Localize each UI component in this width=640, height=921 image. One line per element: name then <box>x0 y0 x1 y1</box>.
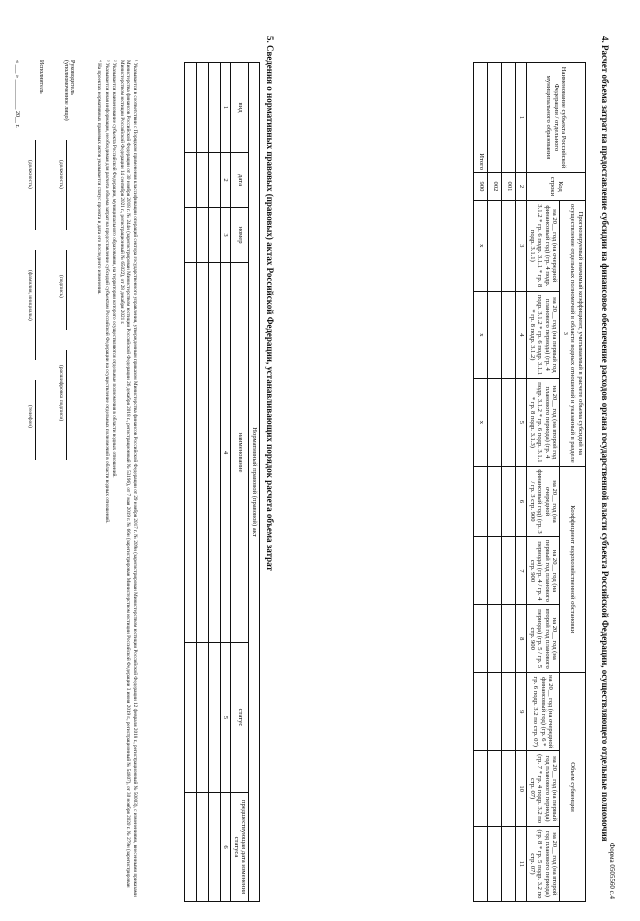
table-row <box>184 63 196 902</box>
col-number: 4 <box>516 291 527 379</box>
total-x: x <box>474 291 488 379</box>
sub-header: на 20__ год (на очередной финансовый год) (гр. 6 * гр. 6 подр. 3.2 по стр. 07) <box>526 673 559 751</box>
table-row <box>196 63 208 902</box>
col-number: 1 <box>516 63 527 173</box>
col-code-header: Код строки <box>526 173 585 201</box>
col-number: 5 <box>516 379 527 466</box>
sub-header: на 20__ год (на очередной финансовый год) (гр. 4 подр. 3.1.2 * гр. 6 подр. 3.1.1 * гр. 8 подр. 3.1.1) <box>526 201 559 292</box>
col-date-header: дата <box>231 153 249 208</box>
sub-header: на 20__ год (на второй год планового периода) (гр. 4 подр. 3.1.2 * гр. 6 подр. 3.1.1 * гр. 8 подр. 3.1.3) <box>526 379 559 466</box>
column-numbers-row <box>220 63 231 902</box>
col-number: 2 <box>516 173 527 201</box>
position-line <box>66 140 74 230</box>
col-kind-header: вид <box>231 63 249 153</box>
col-number: 6 <box>220 793 231 902</box>
total-label: Итого <box>474 63 488 173</box>
costs-table <box>473 62 586 902</box>
total-x: x <box>474 201 488 292</box>
col-number: 4 <box>220 263 231 643</box>
exec-name-line <box>35 250 43 360</box>
section-4-heading: 4. Расчет объема затрат на предоставление субсидии на финансовое обеспечение расходов органа государственной власти субъекта Российской Федерации, осуществляющего отдельные полномочия <box>600 36 610 842</box>
col-number: 9 <box>516 673 527 751</box>
total-x: x <box>474 379 488 466</box>
col-number-header: номер <box>231 208 249 263</box>
table-row <box>208 63 220 902</box>
group-budget-header: Коэффициент водохозяйственной обстановки <box>560 466 586 672</box>
row-code: 001 <box>502 173 516 201</box>
col-number: 3 <box>516 201 527 292</box>
col-number: 10 <box>516 751 527 826</box>
row-name <box>502 63 516 173</box>
phone-caption: (телефон) <box>27 405 33 429</box>
sub-header: на 20__ год (на первый год планового периода) (гр. 4 подр. 3.1.2 * гр. 6 подр. 3.1.1 * гр. 8 подр. 3.1.2) <box>526 291 559 379</box>
total-row <box>474 63 488 902</box>
sub-header: на 20__ год (на первый год планового периода) (гр. 7 * гр. 4 подр. 3.2 по стр. 07) <box>526 751 559 826</box>
sub-header: на 20__ год (на второй год планового периода) (гр. 5 / гр. 5 стр. 900 <box>526 605 559 673</box>
footnote: ¹ Указывается в соответствии с Порядком применения классификации операций сектора государственного управления, утвержденным приказом Министерства финансов Российской Федерации от 29 ноября 2017 г. № 209н (зарегистрирован Министерством юстиции Российской Федерации 12 февраля 2018 г., регистрационный № 50003), с изменениями, внесенными приказами Министерства финансов Российской Федерации от 30 ноября 2018 г. № 244н (зарегистрирован Министерством юстиции Российской Федерации 26 декабря 2018 г., регистрационный № 53196), от 7 мая 2019 г. № 66н (зарегистрирован Министерством юстиции Российской Федерации 3 июня 2019 г., регистрационный № 54807), от 30 ноября 2020 г. № 279н (зарегистрирован Министерством юстиции Российской Федерации 14 сентября 2021 г., регистрационный № 65022), от 28 декабря 2021 г. <box>119 60 138 897</box>
col-number: 8 <box>516 605 527 673</box>
col-status-date-header: предшествующая дата изменения статуса <box>231 793 249 902</box>
col-number: 2 <box>220 153 231 208</box>
col-number: 6 <box>516 466 527 537</box>
col-status-header: статус <box>231 643 249 793</box>
section-5-heading: 5. Сведения о нормативных правовых (правовых) актах Российской Федерации, устанавливающих порядок расчета объема затрат <box>265 36 275 571</box>
legal-act-group-header: Нормативный правовой (правовой) акт <box>249 63 260 902</box>
exec-position-caption: (должность) <box>27 160 33 189</box>
table-row <box>488 63 502 902</box>
row-name <box>488 63 502 173</box>
position-caption: (должность) <box>58 160 64 189</box>
legal-acts-table <box>184 62 260 902</box>
executor-label: Исполнитель <box>38 60 44 94</box>
col-number: 3 <box>220 208 231 263</box>
table-row <box>502 63 516 902</box>
decoding-line <box>66 350 74 460</box>
footnote: ² Указывается наименование субъекта Российской Федерации, муниципального образования, на территории которого осуществляются отдельные полномочия в области водных отношений. <box>111 60 118 478</box>
sub-header: на 20__ год (на очередной финансовый год) (гр. 3 / гр. 3 стр. 900 <box>526 466 559 537</box>
group-coef-header: Прогнозируемый значимый коэффициент, учитываемый в расчете объема субсидий на осуществление отдельных полномочий в области водных отношений и указанный в разделе 3 <box>560 201 586 467</box>
sub-header: на 20__ год (на второй год планового периода) (гр. 8 * гр. 5 подр. 3.2 по стр. 07) <box>526 826 559 901</box>
col-number: 1 <box>220 63 231 153</box>
footnotes <box>95 60 138 905</box>
column-numbers-row <box>516 63 527 902</box>
signature-line <box>66 250 74 330</box>
signature-caption: (подпись) <box>58 275 64 298</box>
col-number: 7 <box>516 537 527 605</box>
date-field: « ___ » __________ 20__ г. <box>14 60 20 128</box>
row-code: 002 <box>488 173 502 201</box>
col-number: 11 <box>516 826 527 901</box>
decoding-caption: (расшифровка подписи) <box>58 365 64 422</box>
sub-header: на 20__ год (на первый год планового периода) (гр. 4 / гр. 4 стр. 900 <box>526 537 559 605</box>
phone-line <box>35 380 43 460</box>
total-code: 900 <box>474 173 488 201</box>
form-number: Форма 0505560 с.4 <box>608 842 616 899</box>
col-number: 5 <box>220 643 231 793</box>
head-label: Руководитель (уполномоченное лицо) <box>63 60 75 121</box>
exec-name-caption: (фамилия, инициалы) <box>27 270 33 321</box>
col-name-header: Наименование субъекта Российской Федерации / отдельного муниципального образования <box>526 63 585 173</box>
col-title-header: наименование <box>231 263 249 643</box>
exec-position-line <box>35 140 43 230</box>
footnote: ³ Указывается иная информация, необходимая для расчета объема затрат на предоставление субсидий субъектам Российской Федерации на осуществление отдельных полномочий в области водных отношений. <box>104 60 110 524</box>
footnote: ⁴ На проектах нормативных правовых актов указывается статус проекта и дата его последнего изменения. <box>96 60 103 295</box>
group-volume-header: Объем субвенции <box>560 673 586 902</box>
